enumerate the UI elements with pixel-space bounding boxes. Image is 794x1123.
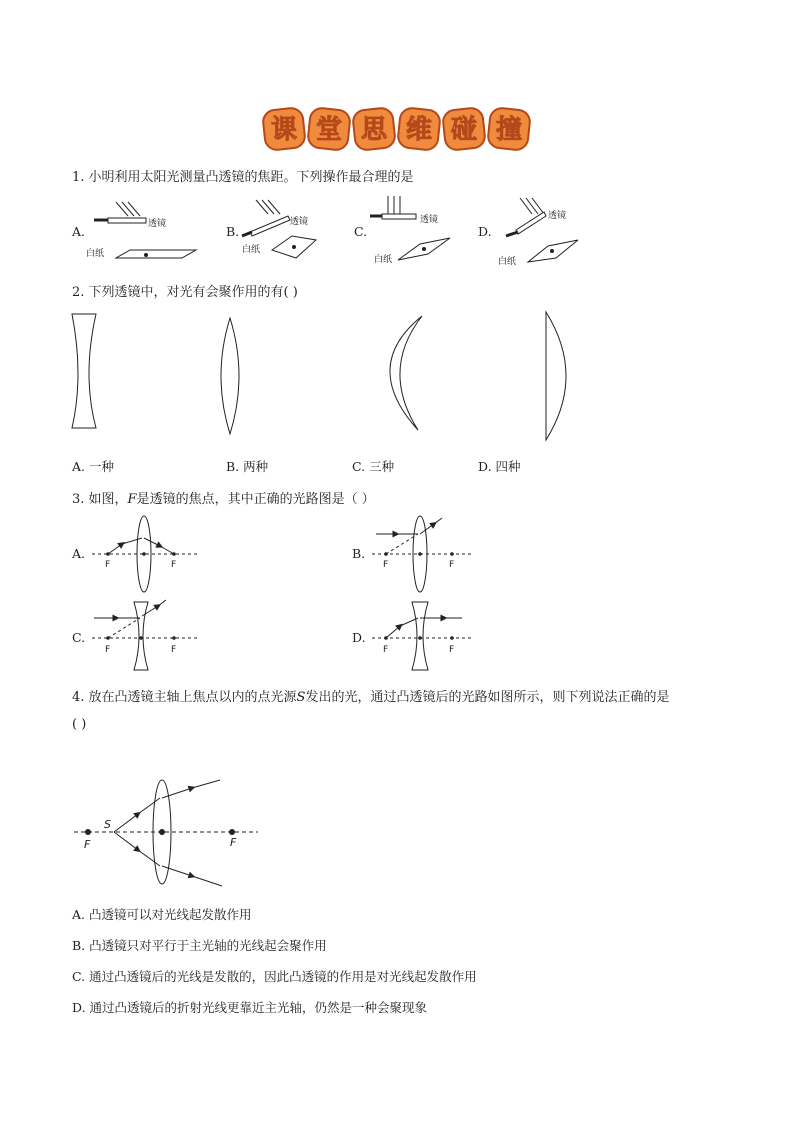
question-2-stem: 2. 下列透镜中，对光有会聚作用的有( )	[72, 285, 298, 300]
q4-label-f-right: F	[230, 836, 237, 849]
banner-char-tile	[307, 107, 351, 151]
q1d-paper-label: 白纸	[498, 257, 517, 267]
q1-option-a-label: A.	[72, 224, 86, 239]
q3c-f-right: F	[171, 645, 177, 655]
banner-char-tile	[262, 107, 306, 151]
section-banner	[262, 106, 532, 152]
q1-option-a-figure	[86, 200, 206, 266]
banner-char-tile	[442, 107, 486, 151]
q1-option-d-figure	[494, 196, 614, 270]
q3-stem-post: 是透镜的焦点，其中正确的光路图是（ ）	[136, 492, 375, 507]
banner-char: 思	[360, 115, 388, 145]
banner-char-tile	[397, 107, 441, 151]
q3-option-c-figure	[86, 598, 206, 674]
meniscus-lens-shape	[390, 316, 422, 430]
q3b-f-right: F	[449, 560, 455, 570]
banner-char: 维	[405, 115, 433, 145]
q1c-paper-label: 白纸	[374, 255, 393, 265]
q3-option-d-label: D.	[352, 630, 366, 645]
biconvex-lens-shape	[221, 318, 239, 434]
q4-stem-pre: 4. 放在凸透镜主轴上焦点以内的点光源	[72, 690, 297, 705]
q4-option-b: B. 凸透镜只对平行于主光轴的光线起会聚作用	[72, 938, 327, 953]
q1c-lens-label: 透镜	[420, 215, 439, 225]
q2-option-c: C. 三种	[352, 459, 395, 474]
banner-char: 撞	[495, 115, 523, 145]
q4-option-d: D. 通过凸透镜后的折射光线更靠近主光轴，仍然是一种会聚现象	[72, 1000, 428, 1015]
banner-char-tile	[487, 107, 531, 151]
q2-option-b: B. 两种	[226, 459, 269, 474]
question-1-stem: 1. 小明利用太阳光测量凸透镜的焦距。下列操作最合理的是	[72, 170, 414, 185]
q3-option-a-label: A.	[72, 546, 86, 561]
q3-option-c-label: C.	[72, 630, 86, 645]
q3-stem-pre: 3. 如图，	[72, 492, 128, 507]
q1-option-d-label: D.	[478, 224, 492, 239]
q1-option-c-figure	[366, 194, 486, 268]
q1b-lens-label: 透镜	[290, 217, 309, 227]
q4-option-c: C. 通过凸透镜后的光线是发散的，因此凸透镜的作用是对光线起发散作用	[72, 969, 477, 984]
q3d-f-left: F	[383, 645, 389, 655]
q1a-paper-label: 白纸	[86, 249, 105, 259]
q3d-f-right: F	[449, 645, 455, 655]
q4-stem-post: 发出的光，通过凸透镜后的光路如图所示，则下列说法正确的是	[305, 690, 670, 705]
q4-stem-source: S	[296, 690, 306, 705]
q3a-f-left: F	[105, 560, 111, 570]
banner-char: 课	[270, 115, 298, 145]
question-3-stem	[72, 488, 375, 507]
q3-option-b-figure	[366, 512, 486, 598]
q4-label-f-left: F	[84, 838, 91, 851]
q1b-paper-label: 白纸	[242, 245, 261, 255]
q1d-lens-label: 透镜	[548, 211, 567, 221]
banner-char-tile	[352, 107, 396, 151]
q4-label-s: S	[104, 818, 111, 831]
q1-option-c-label: C.	[354, 224, 368, 239]
q1-option-b-label: B.	[226, 224, 240, 239]
q2-option-d: D. 四种	[478, 459, 521, 474]
q3-option-b-label: B.	[352, 546, 366, 561]
q4-option-a: A. 凸透镜可以对光线起发散作用	[72, 907, 252, 922]
q3-stem-focus: F	[127, 492, 137, 507]
banner-char: 碰	[450, 115, 478, 145]
q3-option-a-figure	[86, 514, 206, 598]
plano-convex-lens-shape	[546, 312, 566, 440]
banner-char: 堂	[315, 115, 343, 145]
q4-figure	[70, 776, 270, 892]
q2-lenses-figure	[60, 306, 620, 448]
concave-lens-shape	[72, 314, 96, 428]
question-4-stem-line2: ( )	[72, 717, 87, 732]
q3a-f-right: F	[171, 560, 177, 570]
q3b-f-left: F	[383, 560, 389, 570]
q1-option-b-figure	[236, 196, 356, 266]
question-4-stem	[72, 686, 669, 705]
q1a-lens-label: 透镜	[148, 219, 167, 229]
q2-option-a: A. 一种	[72, 459, 114, 474]
q3-option-d-figure	[366, 598, 486, 674]
q3c-f-left: F	[105, 645, 111, 655]
